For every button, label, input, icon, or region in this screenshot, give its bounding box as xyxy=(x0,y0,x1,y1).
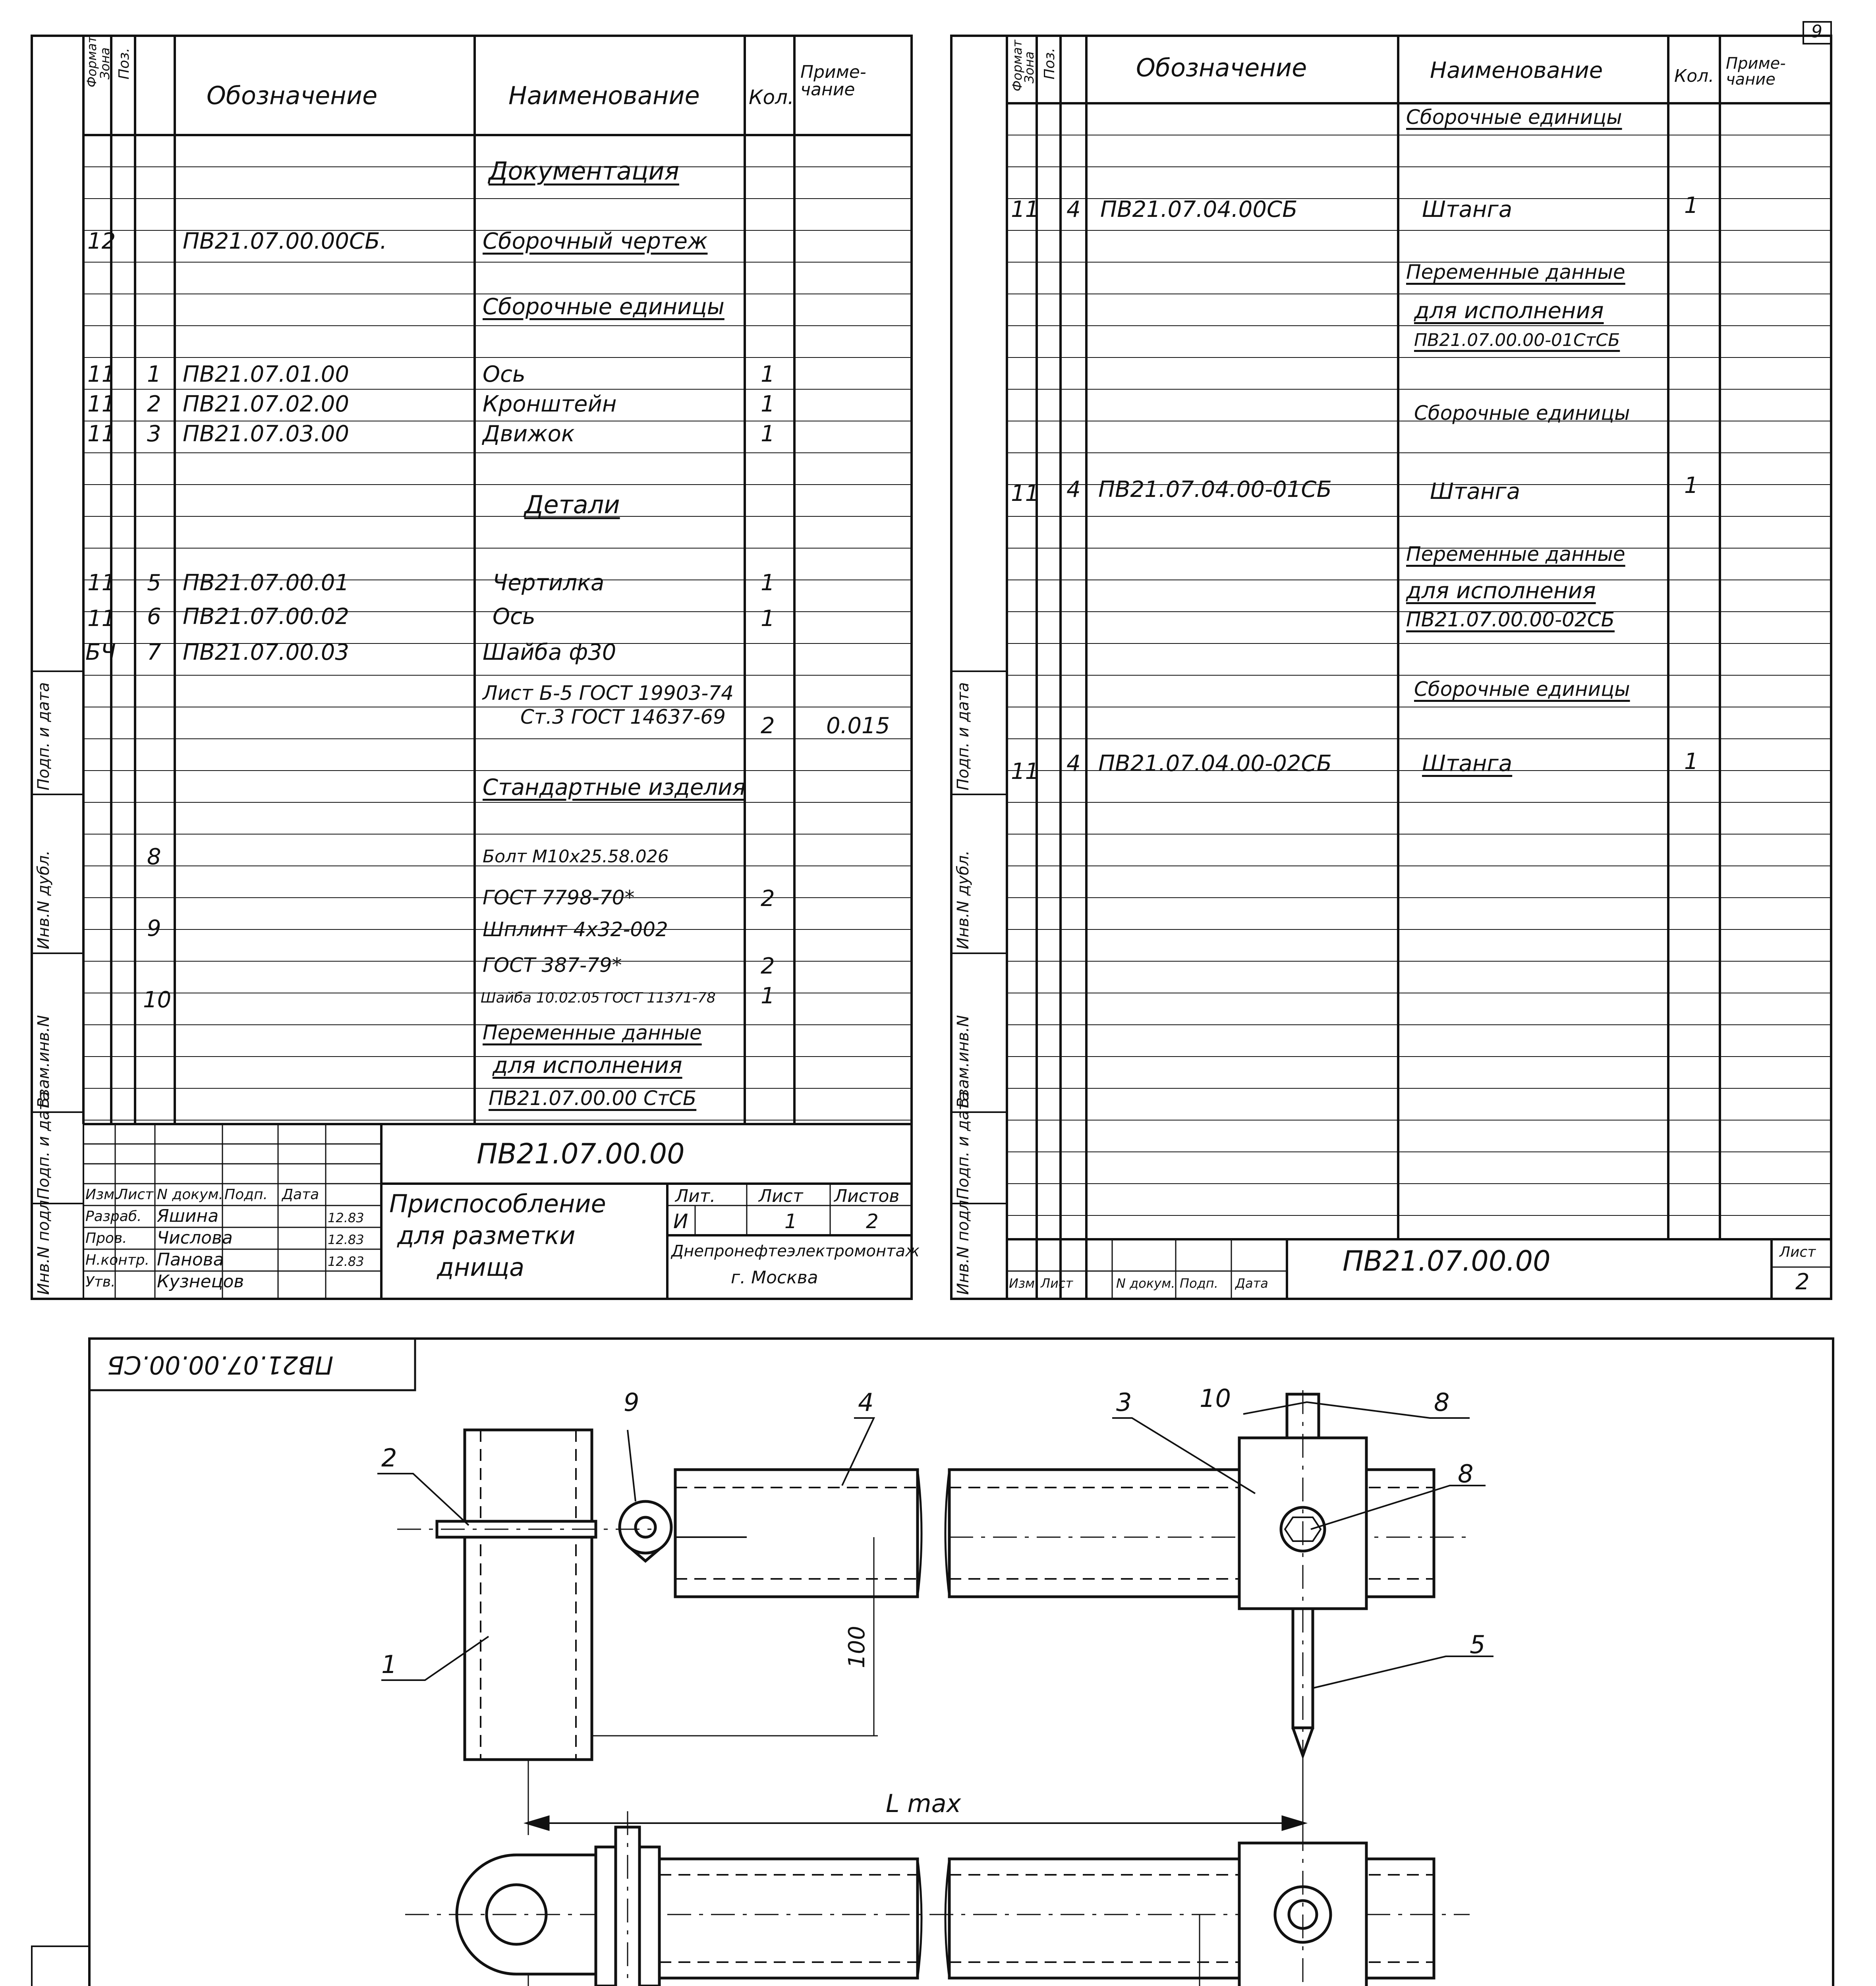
cell: 1 xyxy=(1684,473,1698,498)
hdr-qty: Кол. xyxy=(749,86,794,109)
cell: 11 xyxy=(87,606,116,632)
tb-label: Дата xyxy=(282,1186,319,1203)
tb-label: Лист xyxy=(117,1186,154,1203)
cell: ПВ21.07.04.00-01СБ xyxy=(1098,477,1332,502)
cell: Штанга xyxy=(1430,479,1521,504)
tb-org: г. Москва xyxy=(731,1267,818,1288)
cell: Ось xyxy=(493,604,535,630)
cell: Переменные данные xyxy=(483,1021,702,1044)
tb-value: 1 xyxy=(784,1210,797,1233)
side-label: Инв.N дубл. xyxy=(954,850,972,949)
spec1-frame xyxy=(32,36,912,1299)
hdr2-zone: Зона xyxy=(1022,51,1037,83)
cell: ПВ21.07.04.00СБ xyxy=(1100,197,1298,222)
spec1-section-docs: Документация xyxy=(489,156,679,185)
tb-value: 2 xyxy=(1795,1269,1810,1295)
cell: Движок xyxy=(483,421,575,447)
tb-label: Изм. xyxy=(85,1186,119,1203)
side-label: Инв.N подл. xyxy=(35,1195,53,1295)
cell: 4 xyxy=(1066,751,1081,777)
cell: ПВ21.07.04.00-02СБ xyxy=(1098,751,1332,777)
spec1-section-std: Стандартные изделия xyxy=(483,775,746,800)
tb-label: Н.контр. xyxy=(85,1252,150,1268)
cell: 9 xyxy=(147,916,161,941)
callout-10: 10 xyxy=(1200,1384,1231,1413)
cell: 11 xyxy=(87,570,116,596)
side-label: Подп. и дата xyxy=(35,682,53,790)
tb-label: N докум. xyxy=(1116,1276,1175,1291)
cell: 1 xyxy=(761,983,775,1009)
callout-2: 2 xyxy=(381,1443,397,1472)
cell: Ст.3 ГОСТ 14637-69 xyxy=(520,705,726,728)
spec2-code: ПВ21.07.00.00 xyxy=(1343,1245,1551,1277)
side-label: Взам.инв.N xyxy=(954,1015,972,1108)
tb-org: Днепронефтеэлектромонтаж xyxy=(671,1242,920,1260)
cell: 2 xyxy=(761,953,775,979)
side-label: Подп. и дата xyxy=(954,682,972,790)
cell: 10 xyxy=(143,987,172,1013)
tb-label: Утв. xyxy=(85,1274,116,1290)
hdr-zone: Зона xyxy=(97,47,112,79)
tb-label: Лист xyxy=(1041,1276,1073,1291)
hdr2-format: Формат xyxy=(1010,40,1025,91)
cell: ПВ21.07.00.03 xyxy=(183,639,349,665)
cell: Штанга xyxy=(1422,751,1513,777)
cell: 2 xyxy=(761,886,775,912)
cell: Сборочные единицы xyxy=(1414,402,1630,425)
cell: ПВ21.07.00.00-01СтСБ xyxy=(1414,330,1620,350)
dim-100: 100 xyxy=(844,1626,870,1668)
cell: Сборочные единицы xyxy=(1406,106,1622,129)
hdr2-pos: Поз. xyxy=(1041,48,1058,79)
cell: 1 xyxy=(761,361,775,387)
cell: 1 xyxy=(761,421,775,447)
cell: Болт М10х25.58.026 xyxy=(483,846,669,867)
cell: Сборочные единицы xyxy=(1414,678,1630,701)
tb-name: Панова xyxy=(157,1250,224,1270)
tb-label: Лит. xyxy=(675,1186,716,1206)
cell: 7 xyxy=(147,639,161,665)
mirrored-code: ПВ21.07.00.00.СБ xyxy=(107,1350,334,1379)
cell: 1 xyxy=(761,606,775,632)
tb-name: Кузнецов xyxy=(157,1271,244,1292)
tb-date: 12.83 xyxy=(328,1210,364,1225)
cell: ПВ21.07.00.00СБ. xyxy=(183,228,387,254)
cell: 1 xyxy=(1684,749,1698,775)
hdr-note: Приме-чание xyxy=(800,62,866,100)
callout-4: 4 xyxy=(858,1388,874,1417)
mechanism-front-view xyxy=(405,1811,1470,1986)
cell: 11 xyxy=(87,391,116,417)
cell: Ось xyxy=(483,361,526,387)
tb-label: Пров. xyxy=(85,1230,127,1246)
cell: 1 xyxy=(761,570,775,596)
hdr2-designation: Обозначение xyxy=(1136,53,1307,82)
cell: Шплинт 4х32-002 xyxy=(483,918,668,941)
cell: для исполнения xyxy=(493,1053,682,1078)
cell: ПВ21.07.00.00-02СБ xyxy=(1406,608,1615,631)
cell: ПВ21.07.01.00 xyxy=(183,361,349,387)
tb-label: Разраб. xyxy=(85,1208,142,1225)
cell: ПВ21.07.02.00 xyxy=(183,391,349,417)
tb-title: днища xyxy=(437,1253,525,1282)
cell: ПВ21.07.00.02 xyxy=(183,604,349,630)
cell: 1 xyxy=(147,361,161,387)
tb-name: Числова xyxy=(157,1228,233,1248)
callout-8a: 8 xyxy=(1434,1388,1450,1417)
tb-label: Изм. xyxy=(1009,1276,1039,1291)
cell: 1 xyxy=(761,391,775,417)
side-label: Подп. и дата xyxy=(954,1091,972,1200)
tb-value: И xyxy=(673,1210,688,1233)
hdr-name: Наименование xyxy=(508,81,700,110)
tb-label: Лист xyxy=(1779,1244,1816,1260)
callout-3: 3 xyxy=(1116,1388,1132,1417)
drawing-frame xyxy=(89,1339,1833,1986)
hdr-format: Формат xyxy=(84,36,99,87)
cell: ПВ21.07.03.00 xyxy=(183,421,349,447)
cell: Штанга xyxy=(1422,197,1513,222)
spec2-frame xyxy=(951,36,1831,1299)
cell: ГОСТ 7798-70* xyxy=(483,886,635,909)
tb-label: Подп. xyxy=(224,1186,268,1203)
tb-label: Дата xyxy=(1235,1276,1268,1291)
cell: 2 xyxy=(761,713,775,739)
side-label: Подп. и дата xyxy=(35,1091,53,1200)
callout-5: 5 xyxy=(1470,1630,1486,1659)
tb-label: Подп. xyxy=(1180,1276,1218,1291)
side-label: Инв.N дубл. xyxy=(35,850,53,949)
cell: ПВ21.07.00.00 СтСБ xyxy=(489,1087,697,1110)
tb-title: Приспособление xyxy=(389,1189,606,1218)
cell: 0.015 xyxy=(826,713,890,739)
tb-date: 12.83 xyxy=(328,1232,364,1247)
hdr-designation: Обозначение xyxy=(207,81,378,110)
tb-label: Лист xyxy=(759,1186,803,1206)
hdr2-name: Наименование xyxy=(1430,58,1603,83)
callout-8b: 8 xyxy=(1458,1459,1474,1488)
cell: 1 xyxy=(1684,193,1698,218)
cell: 11 xyxy=(1011,481,1039,506)
cell: 11 xyxy=(87,361,116,387)
tb-label: N докум. xyxy=(157,1186,223,1203)
callout-9: 9 xyxy=(624,1388,640,1417)
cell: 12 xyxy=(87,228,116,254)
cell: 4 xyxy=(1066,197,1081,222)
cell: ГОСТ 387-79* xyxy=(483,954,622,977)
cell: 11 xyxy=(1011,759,1039,784)
cell: Шайба ф30 xyxy=(483,639,616,665)
tb-date: 12.83 xyxy=(328,1254,364,1269)
cell: Переменные данные xyxy=(1406,261,1625,284)
hdr-pos: Поз. xyxy=(116,48,132,79)
cell: для исполнения xyxy=(1406,578,1596,604)
callout-1: 1 xyxy=(381,1650,397,1679)
side-label: Инв.N подл. xyxy=(954,1195,972,1295)
spec1-section-asm: Сборочные единицы xyxy=(483,294,725,320)
dim-lmax: L max xyxy=(886,1789,961,1818)
cell: 11 xyxy=(1011,197,1039,222)
cell: Шайба 10.02.05 ГОСТ 11371-78 xyxy=(481,990,716,1006)
tb-name: Яшина xyxy=(157,1206,219,1226)
page-number: 9 xyxy=(1811,21,1822,42)
cell: 8 xyxy=(147,844,161,870)
cell: Переменные данные xyxy=(1406,543,1625,566)
cell: 5 xyxy=(147,570,161,596)
cell: 3 xyxy=(147,421,161,447)
cell: 11 xyxy=(87,421,116,447)
side-label: Взам.инв.N xyxy=(35,1015,53,1108)
cell: Лист Б-5 ГОСТ 19903-74 xyxy=(483,682,734,705)
cell: БЧ xyxy=(85,639,116,665)
tb-value: 2 xyxy=(866,1210,879,1233)
spec1-code: ПВ21.07.00.00 xyxy=(477,1138,685,1170)
mechanism-top-view xyxy=(397,1390,1470,1835)
tb-label: Листов xyxy=(834,1186,900,1206)
cell: 6 xyxy=(147,604,161,630)
spec1-section-parts: Детали xyxy=(524,490,620,519)
hdr2-note: Приме-чание xyxy=(1726,54,1786,89)
hdr2-qty: Кол. xyxy=(1674,66,1714,86)
cell: Чертилка xyxy=(493,570,605,596)
cell: 4 xyxy=(1066,477,1081,502)
tb-title: для разметки xyxy=(397,1221,576,1250)
cell: ПВ21.07.00.01 xyxy=(183,570,349,596)
cell: для исполнения xyxy=(1414,298,1604,324)
cell: Сборочный чертеж xyxy=(483,228,708,254)
cell: Кронштейн xyxy=(483,391,617,417)
cell: 2 xyxy=(147,391,161,417)
